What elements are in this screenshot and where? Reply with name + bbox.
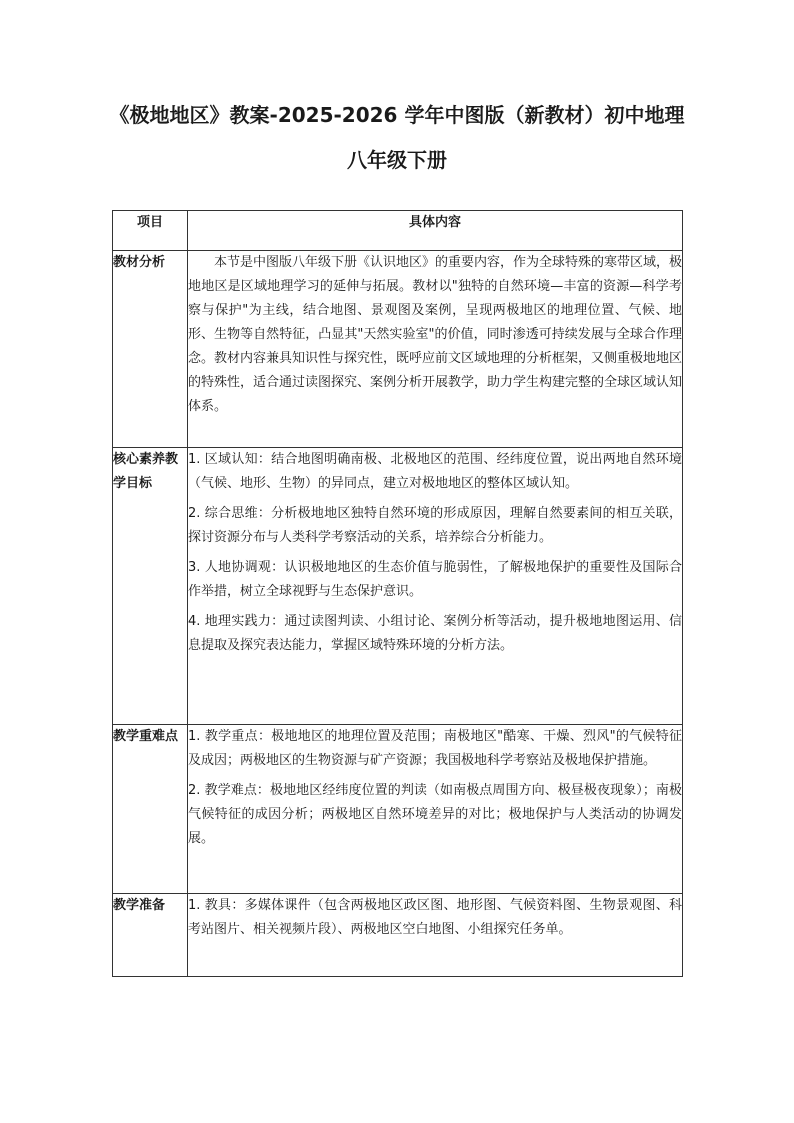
table-row-key-difficult-points (113, 725, 683, 894)
document-title (95, 93, 699, 183)
row-label: 教学准备 (113, 894, 188, 977)
row-content (188, 725, 683, 894)
title-line-1: 《极地地区》教案-2025-2026 学年中图版（新教材）初中地理 (109, 103, 685, 127)
preparation-item: 1. 教具：多媒体课件（包含两极地区政区图、地形图、气候资料图、生物景观图、科考站图片、相关视频片段）、两极地区空白地图、小组探究任务单。 (188, 898, 682, 937)
difficult-point-item: 2. 教学难点：极地地区经纬度位置的判读（如南极点周围方向、极昼极夜现象）；南极气候特征的成因分析；两极地区自然环境差异的对比；极地保护与人类活动的协调发展。 (188, 783, 682, 846)
analysis-paragraph: 本节是中图版八年级下册《认识地区》的重要内容，作为全球特殊的寒带区域，极地地区是区域地理学习的延伸与拓展。教材以"独特的自然环境—丰富的资源—科学考察与保护"为主线，结合地图、景观图及案例，呈现两极地区的地理位置、气候、地形、生物等自然特征，凸显其"天然实验室"的价值，同时渗透可持续发展与全球合作理念。教材内容兼具知识性与探究性，既呼应前文区域地理的分析框架，又侧重极地地区的特殊性，适合通过读图探究、案例分析开展教学，助力学生构建完整的全球区域认知体系。 (188, 255, 683, 414)
goal-item: 3. 人地协调观：认识极地地区的生态价值与脆弱性，了解极地保护的重要性及国际合作举措，树立全球视野与生态保护意识。 (188, 560, 682, 599)
goal-item: 1. 区域认知：结合地图明确南极、北极地区的范围、经纬度位置，说出两地自然环境（气候、地形、生物）的异同点，建立对极地地区的整体区域认知。 (188, 452, 682, 491)
table-row-teaching-preparation (113, 894, 683, 977)
goal-item: 2. 综合思维：分析极地地区独特自然环境的形成原因，理解自然要素间的相互关联，探讨资源分布与人类科学考察活动的关系，培养综合分析能力。 (188, 506, 682, 545)
row-label: 教学重难点 (113, 725, 188, 894)
table-row-textbook-analysis (113, 251, 683, 448)
title-line-2: 八年级下册 (347, 148, 447, 172)
header-content: 具体内容 (188, 211, 683, 251)
table-header-row (113, 211, 683, 251)
row-content (188, 251, 683, 448)
row-label: 教材分析 (113, 251, 188, 448)
row-content (188, 448, 683, 725)
lesson-plan-table (112, 210, 683, 977)
header-item: 项目 (113, 211, 188, 251)
goal-item: 4. 地理实践力：通过读图判读、小组讨论、案例分析等活动，提升极地地图运用、信息提取及探究表达能力，掌握区域特殊环境的分析方法。 (188, 614, 682, 653)
table-row-core-goals (113, 448, 683, 725)
key-point-item: 1. 教学重点：极地地区的地理位置及范围；南极地区"酷寒、干燥、烈风"的气候特征及成因；两极地区的生物资源与矿产资源；我国极地科学考察站及极地保护措施。 (188, 729, 682, 768)
row-label: 核心素养教学目标 (113, 448, 188, 725)
row-content (188, 894, 683, 977)
